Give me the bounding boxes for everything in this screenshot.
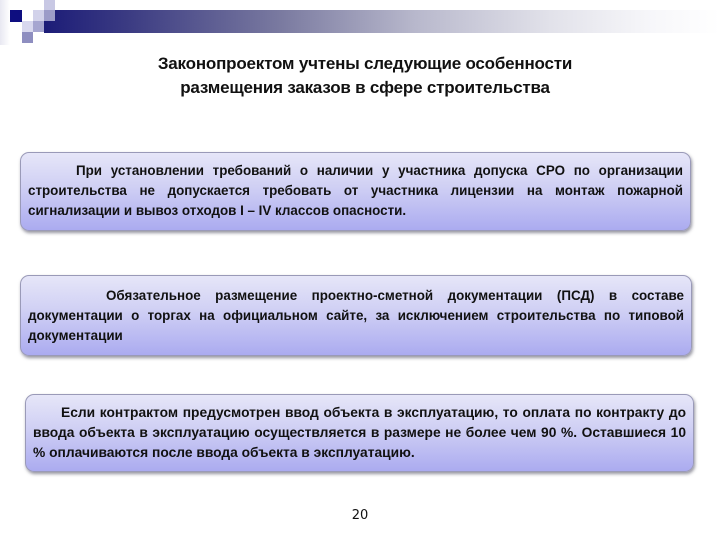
decor-square-mid	[44, 10, 55, 21]
header-fade	[0, 0, 10, 45]
slide-title-line-2: размещения заказов в сфере строительства	[180, 78, 550, 97]
decor-square-dark	[10, 10, 22, 22]
info-box-text: Обязательное размещение проектно-сметной документации (ПСД) в составе документации о торгах на официальном сайте, за исключением строительства по типовой документации	[28, 288, 684, 343]
header-decoration	[0, 0, 720, 50]
slide-title	[100, 52, 630, 100]
info-box-text: При установлении требований о наличии у участника допуска СРО по организации строительства не допускается требовать от участника лицензии на монтаж пожарной сигнализации и вывоз отходов I – IV классов опасности.	[28, 163, 683, 218]
info-box-payment-terms	[25, 394, 694, 472]
decor-square-light	[22, 21, 33, 32]
page-number: 20	[351, 508, 369, 523]
header-gradient-bar	[44, 10, 720, 33]
slide-title-line-1: Законопроектом учтены следующие особенности	[157, 54, 573, 73]
info-box-sro-requirements	[20, 152, 691, 231]
decor-square-light	[33, 10, 44, 21]
info-box-psd-publication	[20, 275, 692, 356]
info-box-text: Если контрактом предусмотрен ввод объекта в эксплуатацию, то оплата по контракту до ввода объекта в эксплуатацию осуществляется в размере не более чем 90 %. Оставшиеся 10 % оплачиваются после ввода объекта в эксплуатацию.	[33, 405, 686, 460]
decor-square-mid	[22, 32, 33, 43]
decor-square-mid	[33, 21, 44, 32]
